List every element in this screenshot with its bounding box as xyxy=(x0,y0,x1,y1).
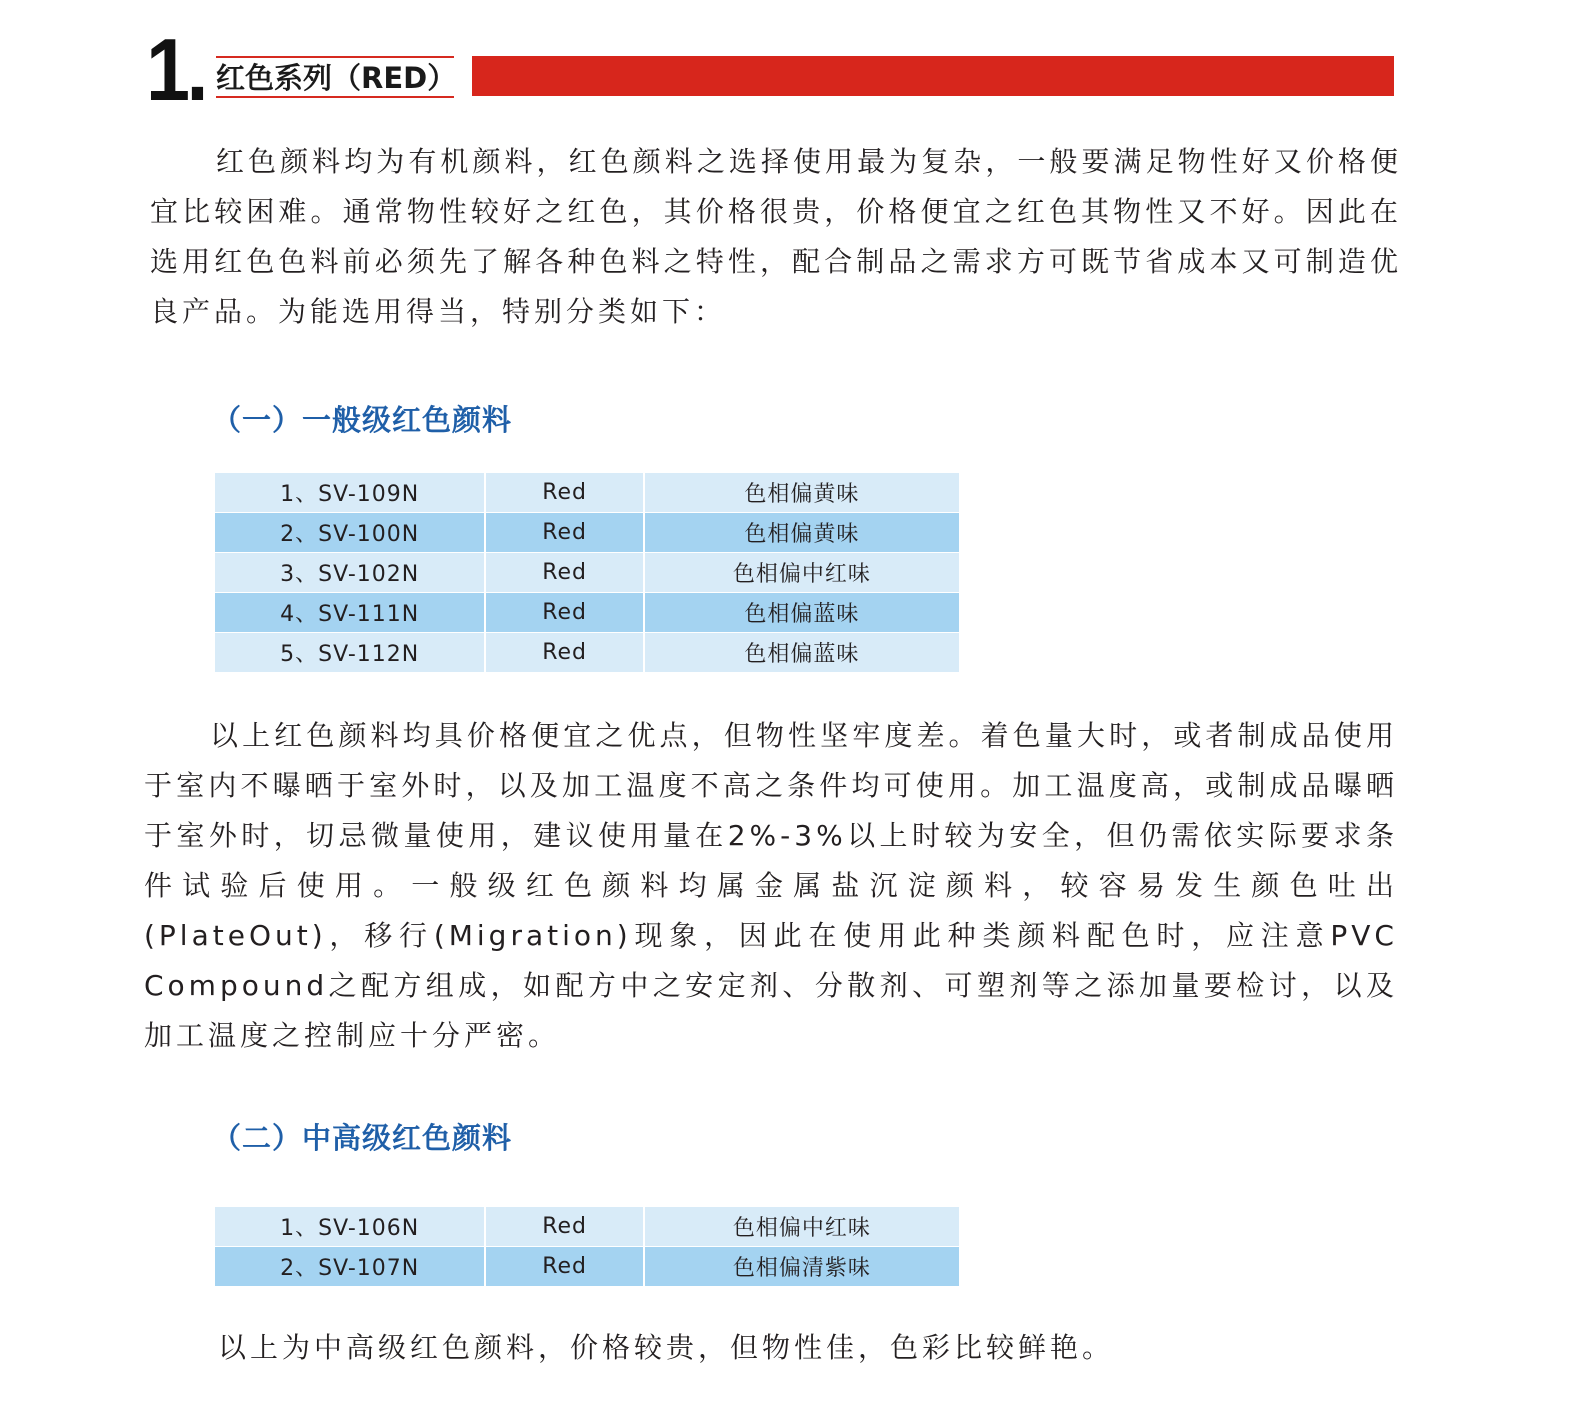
red-banner-bar xyxy=(472,56,1394,96)
table-row xyxy=(215,633,959,673)
intro-paragraph: 红色颜料均为有机颜料，红色颜料之选择使用最为复杂，一般要满足物性好又价格便宜比较困难。通常物性较好之红色，其价格很贵，价格便宜之红色其物性又不好。因此在选用红色色料前必须先了解各种色料之特性，配合制品之需求方可既节省成本又可制造优良产品。为能选用得当，特别分类如下： xyxy=(150,145,1402,328)
hue-note: 色相偏黄味 xyxy=(644,513,959,553)
product-code: 1、SV-106N xyxy=(215,1207,485,1247)
product-code: 4、SV-111N xyxy=(215,593,485,633)
premium-grade-description: 以上为中高级红色颜料，价格较贵，但物性佳，色彩比较鲜艳。 xyxy=(218,1331,1115,1364)
general-grade-description: 以上红色颜料均具价格便宜之优点，但物性坚牢度差。着色量大时，或者制成品使用于室内不曝晒于室外时，以及加工温度不高之条件均可使用。加工温度高，或制成品曝晒于室外时，切忌微量使用，建议使用量在2%-3%以上时较为安全，但仍需依实际要求条件试验后使用。一般级红色颜料均属金属盐沉淀颜料，较容易发生颜色吐出(PlateOut)，移行(Migration)现象，因此在使用此种类颜料配色时，应注意PVC Compound之配方组成，如配方中之安定剂、分散剂、可塑剂等之添加量要检讨，以及加工温度之控制应十分严密。 xyxy=(144,719,1398,1052)
table-row xyxy=(215,1247,959,1287)
color-name: Red xyxy=(485,553,643,593)
product-code: 2、SV-107N xyxy=(215,1247,485,1287)
general-grade-table xyxy=(215,473,959,673)
table-row xyxy=(215,513,959,553)
premium-grade-table xyxy=(215,1207,959,1287)
table-row xyxy=(215,593,959,633)
hue-note: 色相偏蓝味 xyxy=(644,633,959,673)
product-code: 5、SV-112N xyxy=(215,633,485,673)
section-title-red: 红色系列（RED） xyxy=(216,61,457,95)
hue-note: 色相偏清紫味 xyxy=(644,1247,959,1287)
title-underline-top xyxy=(216,56,454,58)
color-name: Red xyxy=(485,1247,643,1287)
color-name: Red xyxy=(485,633,643,673)
product-code: 3、SV-102N xyxy=(215,553,485,593)
hue-note: 色相偏中红味 xyxy=(644,1207,959,1247)
table-row xyxy=(215,553,959,593)
product-code: 1、SV-109N xyxy=(215,473,485,513)
section-number: 1. xyxy=(146,20,205,119)
color-name: Red xyxy=(485,1207,643,1247)
product-code: 2、SV-100N xyxy=(215,513,485,553)
subsection-title-premium: （二）中高级红色颜料 xyxy=(212,1121,513,1155)
table-row xyxy=(215,473,959,513)
color-name: Red xyxy=(485,513,643,553)
section-header xyxy=(146,20,1406,119)
color-name: Red xyxy=(485,473,643,513)
hue-note: 色相偏蓝味 xyxy=(644,593,959,633)
table-row xyxy=(215,1207,959,1247)
color-name: Red xyxy=(485,593,643,633)
hue-note: 色相偏中红味 xyxy=(644,553,959,593)
hue-note: 色相偏黄味 xyxy=(644,473,959,513)
title-underline-bottom xyxy=(216,96,454,98)
subsection-title-general: （一）一般级红色颜料 xyxy=(212,403,513,437)
